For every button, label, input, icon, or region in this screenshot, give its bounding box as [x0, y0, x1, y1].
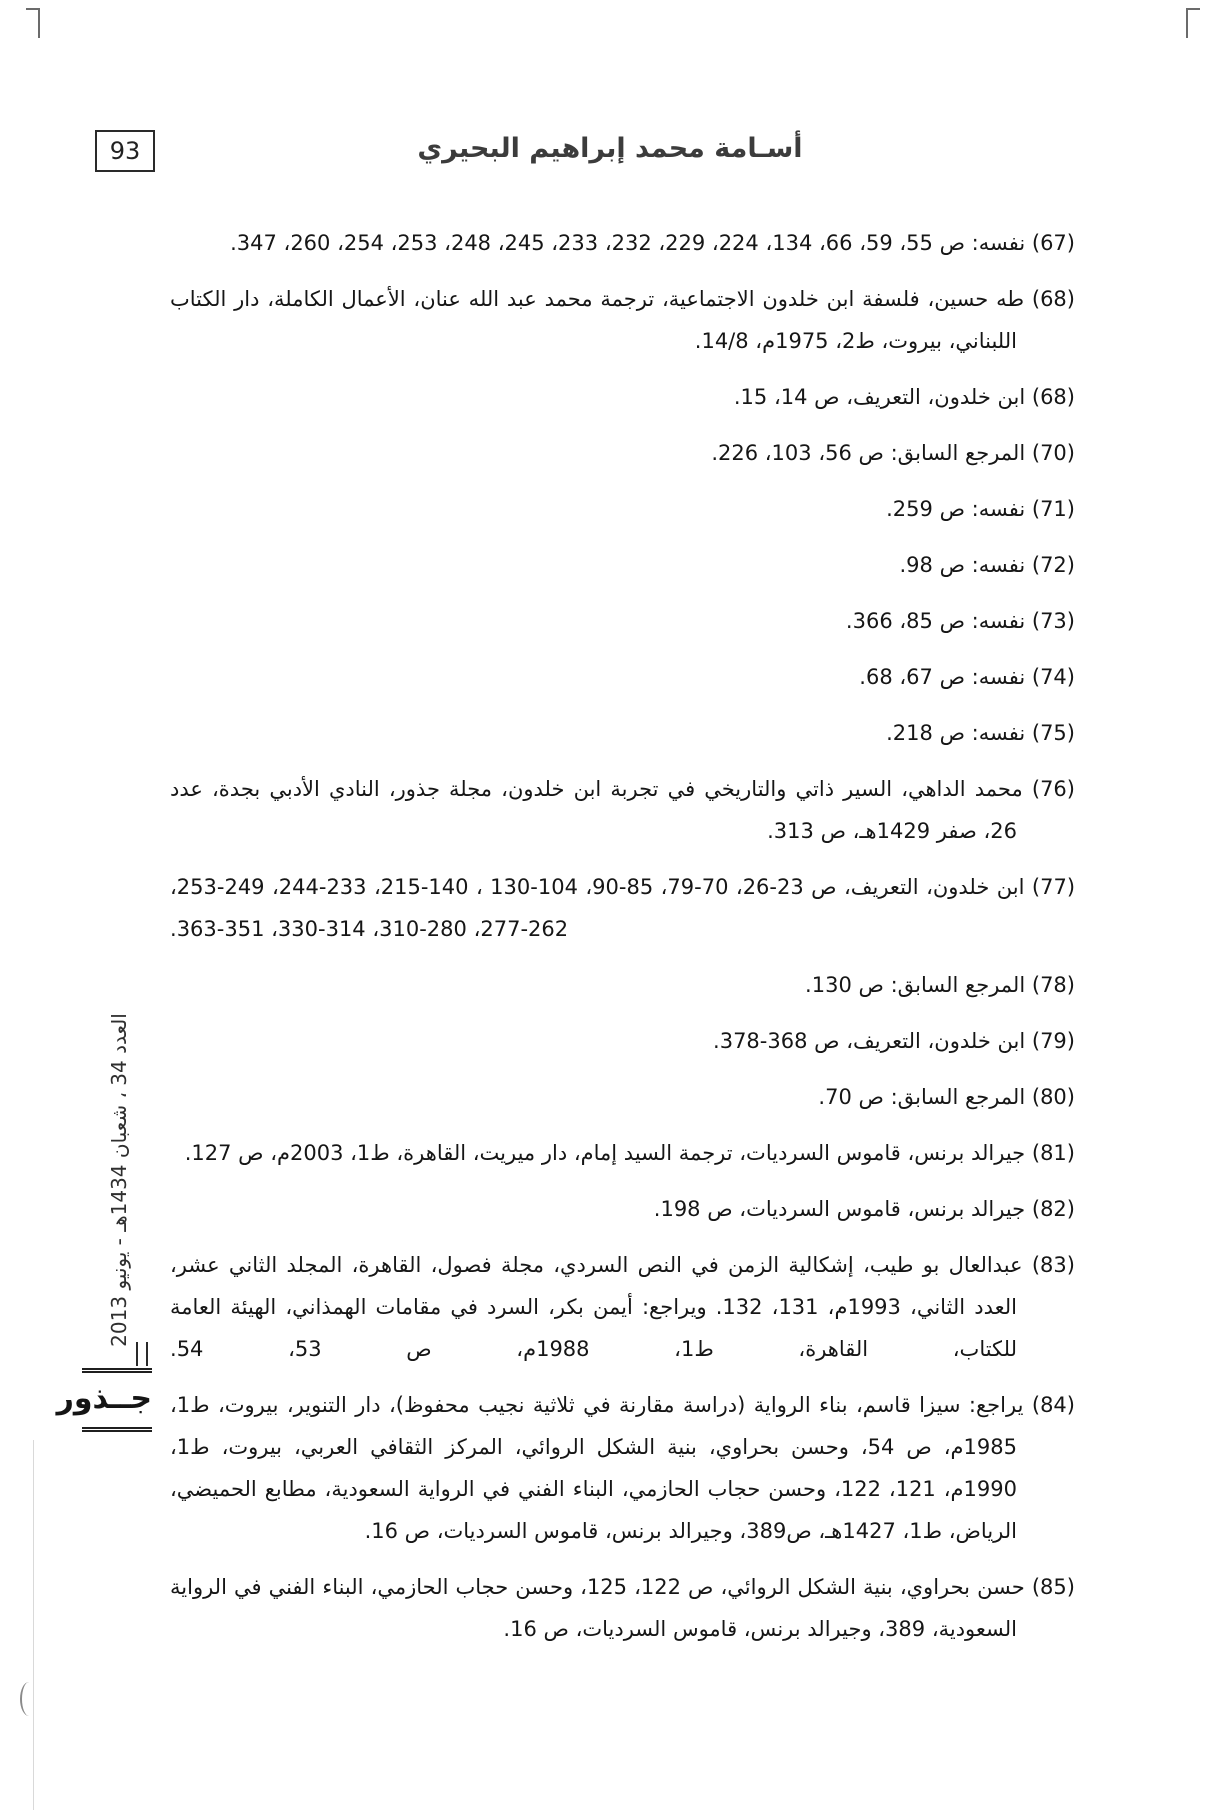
- endnote-68a: [170, 278, 1075, 362]
- endnote-82: [170, 1188, 1075, 1230]
- endnote-70: [170, 432, 1075, 474]
- endnote-68b: [170, 376, 1075, 418]
- endnote-number: (75): [1031, 721, 1075, 745]
- endnote-text: نفسه: ص 67، 68.: [859, 665, 1026, 689]
- endnote-number: (68): [1031, 287, 1075, 311]
- endnote-81: [170, 1132, 1075, 1174]
- endnote-67: [170, 222, 1075, 264]
- page-number: 93: [109, 137, 141, 165]
- page-number-box: [95, 130, 155, 172]
- endnote-78: [170, 964, 1075, 1006]
- crop-mark-top-left-horizontal: [26, 8, 40, 10]
- endnote-text: محمد الداهي، السير ذاتي والتاريخي في تجربة ابن خلدون، مجلة جذور، النادي الأدبي بجدة، عدد 26، صفر 1429هـ، ص 313.: [170, 777, 1023, 843]
- endnote-number: (72): [1031, 553, 1075, 577]
- endnote-text: ابن خلدون، التعريف، ص 14، 15.: [733, 385, 1026, 409]
- endnote-number: (73): [1031, 609, 1075, 633]
- endnote-84: [170, 1384, 1075, 1552]
- endnotes-list: [170, 222, 1075, 1664]
- endnote-text: طه حسين، فلسفة ابن خلدون الاجتماعية، ترجمة محمد عبد الله عنان، الأعمال الكاملة، دار الكتاب اللبناني، بيروت، ط2، 1975م، 14/8.: [170, 287, 1025, 353]
- journal-logo-text: جــذور: [56, 1381, 152, 1416]
- endnote-number: (84): [1031, 1393, 1075, 1417]
- endnote-text: نفسه: ص 85، 366.: [845, 609, 1026, 633]
- endnote-76: [170, 768, 1075, 852]
- page-curl-mark: [20, 1682, 38, 1716]
- endnote-number: (80): [1031, 1085, 1075, 1109]
- endnote-text: نفسه: ص 98.: [899, 553, 1026, 577]
- endnote-number: (85): [1031, 1575, 1075, 1599]
- endnote-text: نفسه: ص 259.: [886, 497, 1026, 521]
- endnote-text: يراجع: سيزا قاسم، بناء الرواية (دراسة مقارنة في ثلاثية نجيب محفوظ)، دار التنوير، بيروت، ط1، 1985م، ص 54، وحسن بحراوي، بنية الشكل الروائي، المركز الثقافي العربي، بيروت، ط1، 1990م، 121، 122، وحسن حجاب الحازمي، البناء الفني في الرواية السعودية، مطابع الحميضي، الرياض، ط1، 1427هـ، ص389، وجيرالد برنس، قاموس السرديات، ص 16.: [170, 1393, 1024, 1543]
- endnote-text: جيرالد برنس، قاموس السرديات، ص 198.: [653, 1197, 1026, 1221]
- endnote-text: ابن خلدون، التعريف، ص 368-378.: [713, 1029, 1026, 1053]
- endnote-number: (81): [1031, 1141, 1075, 1165]
- endnote-80: [170, 1076, 1075, 1118]
- endnote-79: [170, 1020, 1075, 1062]
- endnote-text: المرجع السابق: ص 130.: [805, 973, 1026, 997]
- endnote-74: [170, 656, 1075, 698]
- spine-issue-text: العدد 34 ، شعبان 1434هـ - يونيو 2013: [107, 1013, 131, 1347]
- endnote-number: (76): [1031, 777, 1075, 801]
- scan-edge-shadow: [33, 1440, 34, 1810]
- logo-tick-lines: [136, 1342, 148, 1366]
- endnote-number: (77): [1031, 875, 1076, 899]
- endnote-number: (70): [1031, 441, 1075, 465]
- crop-mark-top-right-vertical: [1186, 8, 1188, 38]
- endnote-number: (79): [1031, 1029, 1075, 1053]
- endnote-text: ابن خلدون، التعريف، ص 23-26، 70-79، 85-90، 104-130 ، 140-215، 233-244، 249-253، 262-277، 280-310، 314-330، 351-363.: [170, 875, 1025, 941]
- crop-mark-top-right-horizontal: [1186, 8, 1200, 10]
- endnote-77: [170, 866, 1075, 950]
- endnote-85: [170, 1566, 1075, 1650]
- endnote-75: [170, 712, 1075, 754]
- endnote-72: [170, 544, 1075, 586]
- journal-logo: [56, 1368, 152, 1432]
- endnote-71: [170, 488, 1075, 530]
- endnote-83: [170, 1244, 1075, 1370]
- endnote-number: (78): [1031, 973, 1075, 997]
- page-title: أسـامة محمد إبراهيم البحيري: [417, 133, 803, 164]
- endnote-text: جيرالد برنس، قاموس السرديات، ترجمة السيد إمام، دار ميريت، القاهرة، ط1، 2003م، ص 127.: [184, 1141, 1026, 1165]
- endnote-text: نفسه: ص 55، 59، 66، 134، 224، 229، 232، 233، 245، 248، 253، 254، 260، 347.: [230, 231, 1026, 255]
- endnote-text: المرجع السابق: ص 70.: [818, 1085, 1026, 1109]
- endnote-number: (82): [1031, 1197, 1075, 1221]
- endnote-number: (74): [1031, 665, 1075, 689]
- endnote-number: (71): [1031, 497, 1075, 521]
- endnote-text: المرجع السابق: ص 56، 103، 226.: [711, 441, 1026, 465]
- endnote-text: عبدالعال بو طيب، إشكالية الزمن في النص السردي، مجلة فصول، القاهرة، المجلد الثاني عشر، العدد الثاني، 1993م، 131، 132. ويراجع: أيمن بكر، السرد في مقامات الهمذاني، الهيئة العامة للكتاب، القاهرة، ط1، 1988م، ص 53، 54.: [170, 1253, 1023, 1361]
- endnote-73: [170, 600, 1075, 642]
- endnote-number: (68): [1031, 385, 1075, 409]
- endnote-number: (83): [1031, 1253, 1075, 1277]
- endnote-number: (67): [1031, 231, 1075, 255]
- crop-mark-top-left-vertical: [38, 8, 40, 38]
- endnote-text: نفسه: ص 218.: [886, 721, 1026, 745]
- endnote-text: حسن بحراوي، بنية الشكل الروائي، ص 122، 125، وحسن حجاب الحازمي، البناء الفني في الرواية السعودية، 389، وجيرالد برنس، قاموس السرديات، ص 16.: [170, 1575, 1025, 1641]
